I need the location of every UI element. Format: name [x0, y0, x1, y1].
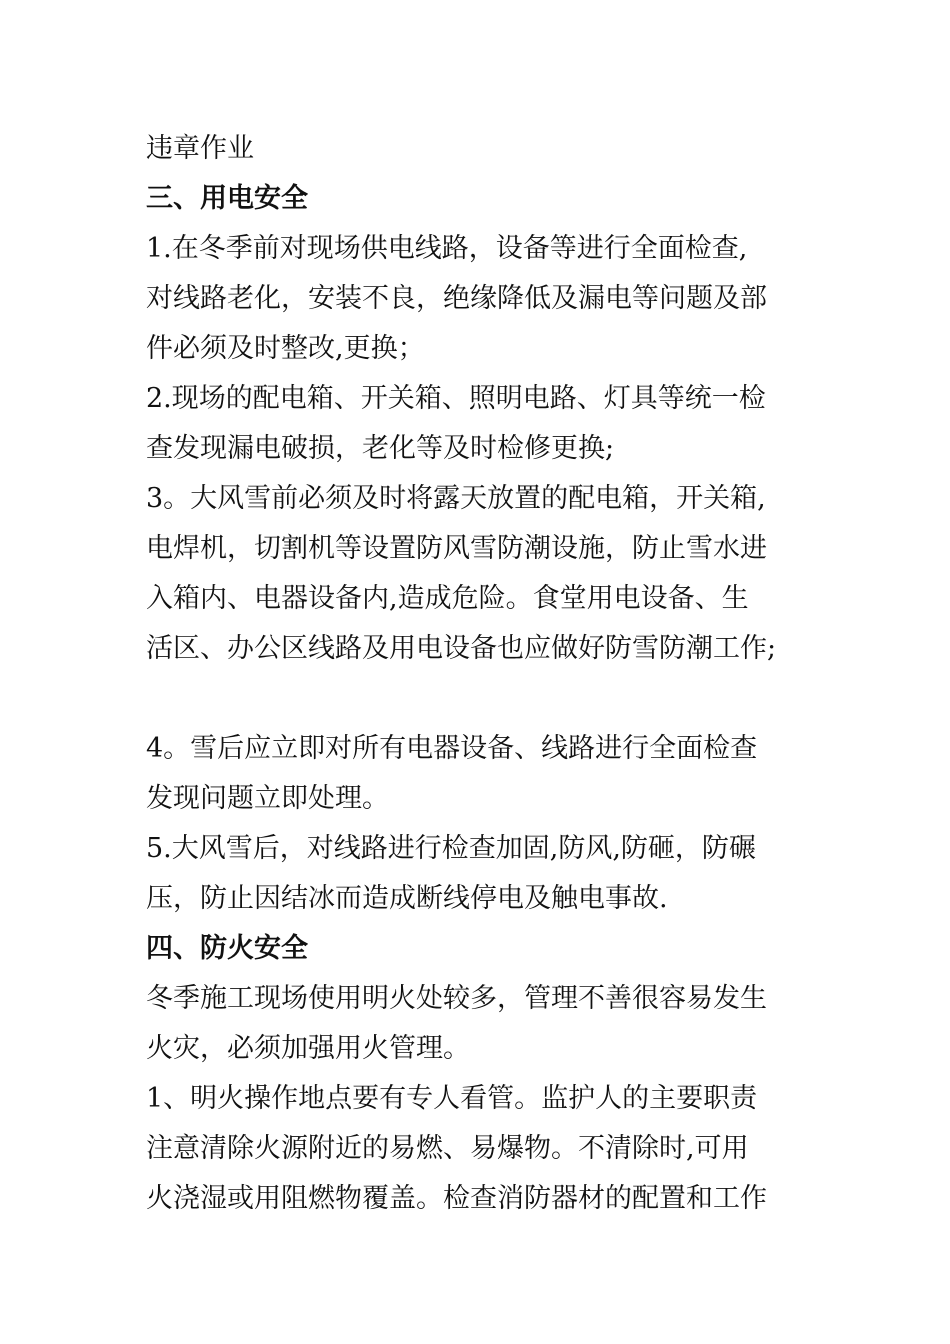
paragraph-line: 1.在冬季前对现场供电线路，设备等进行全面检查,: [146, 233, 748, 264]
document-body: [146, 124, 822, 1224]
paragraph-line: 1、明火操作地点要有专人看管。监护人的主要职责: [146, 1083, 758, 1114]
section-4-intro: [146, 974, 822, 1074]
section-3-heading: 三、用电安全: [146, 183, 308, 214]
paragraph-line: 件必须及时整改,更换；: [146, 333, 425, 364]
paragraph-line: 查发现漏电破损，老化等及时检修更换;: [146, 433, 615, 464]
paragraph-line: 4。雪后应立即对所有电器设备、线路进行全面检查: [146, 733, 758, 764]
paragraph-line: 火灾，必须加强用火管理。: [146, 1033, 470, 1064]
section-3-item-1: [146, 224, 822, 374]
paragraph-line: 2.现场的配电箱、开关箱、照明电路、灯具等统一检: [146, 383, 766, 414]
section-3-item-3: [146, 474, 822, 674]
paragraph-line: 对线路老化，安装不良，绝缘降低及漏电等问题及部: [146, 283, 767, 314]
paragraph-line: 冬季施工现场使用明火处较多，管理不善很容易发生: [146, 983, 767, 1014]
section-3-item-5: [146, 824, 822, 924]
blank-line: [146, 674, 822, 724]
paragraph-line: 压，防止因结冰而造成断线停电及触电事故.: [146, 883, 668, 914]
paragraph-line: 3。大风雪前必须及时将露天放置的配电箱，开关箱,: [146, 483, 766, 514]
section-4-item-1: [146, 1074, 822, 1224]
paragraph-line: 火浇湿或用阻燃物覆盖。检查消防器材的配置和工作: [146, 1183, 767, 1214]
paragraph-line: 5.大风雪后，对线路进行检查加固,防风,防砸，防碾: [146, 833, 756, 864]
section-3-item-2: [146, 374, 822, 474]
paragraph-line: 注意清除火源附近的易燃、易爆物。不清除时,可用: [146, 1133, 749, 1164]
section-4-heading: 四、防火安全: [146, 933, 308, 964]
section-3-item-4: [146, 724, 822, 824]
paragraph-line: 入箱内、电器设备内,造成危险。食堂用电设备、生: [146, 583, 749, 614]
paragraph-line: 发现问题立即处理。: [146, 783, 389, 814]
paragraph-line: 活区、办公区线路及用电设备也应做好防雪防潮工作;: [146, 633, 777, 664]
paragraph-line: 电焊机，切割机等设置防风雪防潮设施，防止雪水进: [146, 533, 767, 564]
intro-fragment: 违章作业: [146, 133, 254, 164]
